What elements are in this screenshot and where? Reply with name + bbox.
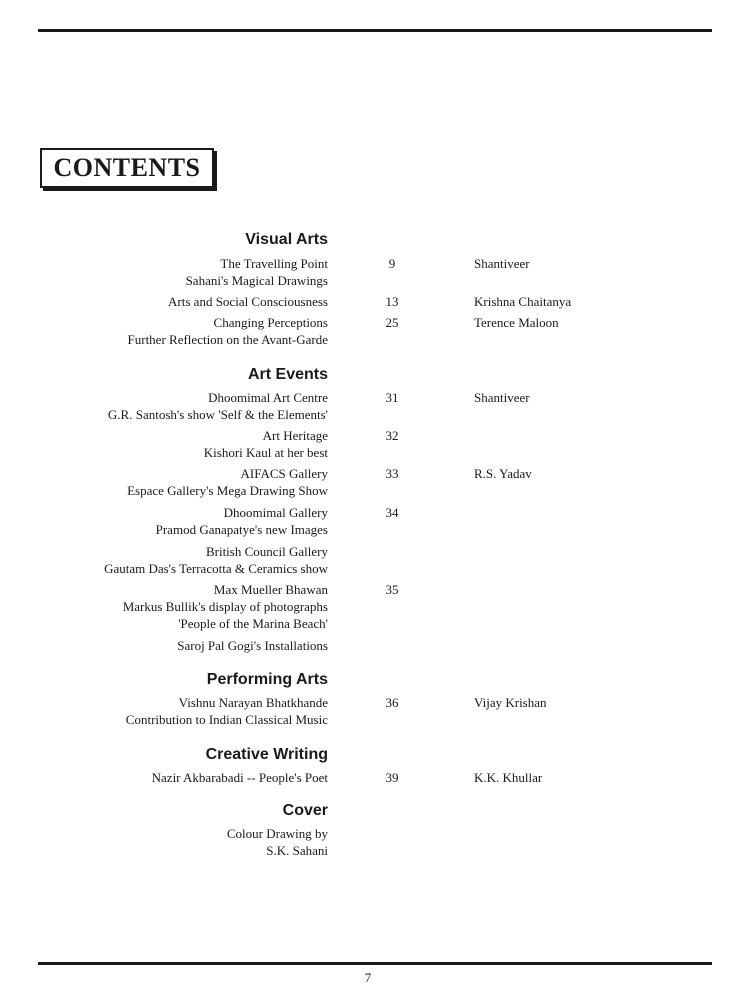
entry-page: 33 (385, 466, 399, 481)
entry-page: 31 (385, 390, 399, 405)
entry-page: 39 (385, 770, 399, 785)
entry-subtitle: Kishori Kaul at her best (203, 445, 328, 460)
entry-title: Changing Perceptions (213, 315, 328, 330)
entry-subtitle: 'People of the Marina Beach' (178, 616, 328, 631)
entry-page: 13 (385, 294, 399, 309)
entry-subtitle: Sahani's Magical Drawings (185, 273, 328, 288)
entry-subtitle: G.R. Santosh's show 'Self & the Elements' (107, 407, 328, 422)
section-heading-creative-writing: Creative Writing (205, 746, 328, 763)
entry-author: Shantiveer (474, 256, 530, 271)
entry-title: Art Heritage (262, 428, 328, 443)
entry-author: Vijay Krishan (474, 695, 547, 710)
entry-subtitle: Contribution to Indian Classical Music (125, 712, 328, 727)
entry-title: The Travelling Point (220, 256, 328, 271)
section-heading-performing-arts: Performing Arts (206, 671, 328, 688)
entry-title: British Council Gallery (205, 544, 328, 559)
section-heading-art-events: Art Events (247, 366, 328, 383)
entry-title: Dhoomimal Art Centre (208, 390, 328, 405)
entry-author: Krishna Chaitanya (474, 294, 572, 309)
entry-author: R.S. Yadav (474, 466, 532, 481)
entry-page: 36 (385, 695, 399, 710)
entry-author: K.K. Khullar (474, 770, 543, 785)
entry-title: Arts and Social Consciousness (168, 294, 328, 309)
contents-title: CONTENTS (40, 148, 214, 188)
entry-title: Max Mueller Bhawan (213, 582, 328, 597)
entry-subtitle: Espace Gallery's Mega Drawing Show (127, 483, 328, 498)
section-heading-cover: Cover (282, 802, 328, 819)
entry-title: Dhoomimal Gallery (223, 505, 328, 520)
entry-subtitle: Gautam Das's Terracotta & Ceramics show (104, 561, 328, 576)
entry-page: 9 (388, 256, 396, 271)
entry-title: Vishnu Narayan Bhatkhande (178, 695, 328, 710)
entry-author: Shantiveer (474, 390, 530, 405)
page-number: 7 (364, 970, 372, 985)
entry-page: 35 (385, 582, 399, 597)
entry-title: Saroj Pal Gogi's Installations (177, 638, 328, 653)
entry-subtitle: Further Reflection on the Avant-Garde (127, 332, 328, 347)
entry-subtitle: Pramod Ganapatye's new Images (155, 522, 328, 537)
entry-subtitle: S.K. Sahani (266, 843, 328, 858)
top-rule (38, 29, 712, 32)
entry-author: Terence Maloon (474, 315, 559, 330)
section-heading-visual-arts: Visual Arts (245, 231, 328, 248)
entry-title: AIFACS Gallery (240, 466, 328, 481)
entry-page: 34 (385, 505, 399, 520)
bottom-rule (38, 962, 712, 965)
entry-title: Colour Drawing by (226, 826, 328, 841)
entry-page: 25 (385, 315, 399, 330)
entry-subtitle: Markus Bullik's display of photographs (122, 599, 328, 614)
entry-title: Nazir Akbarabadi -- People's Poet (151, 770, 328, 785)
entry-page: 32 (385, 428, 399, 443)
